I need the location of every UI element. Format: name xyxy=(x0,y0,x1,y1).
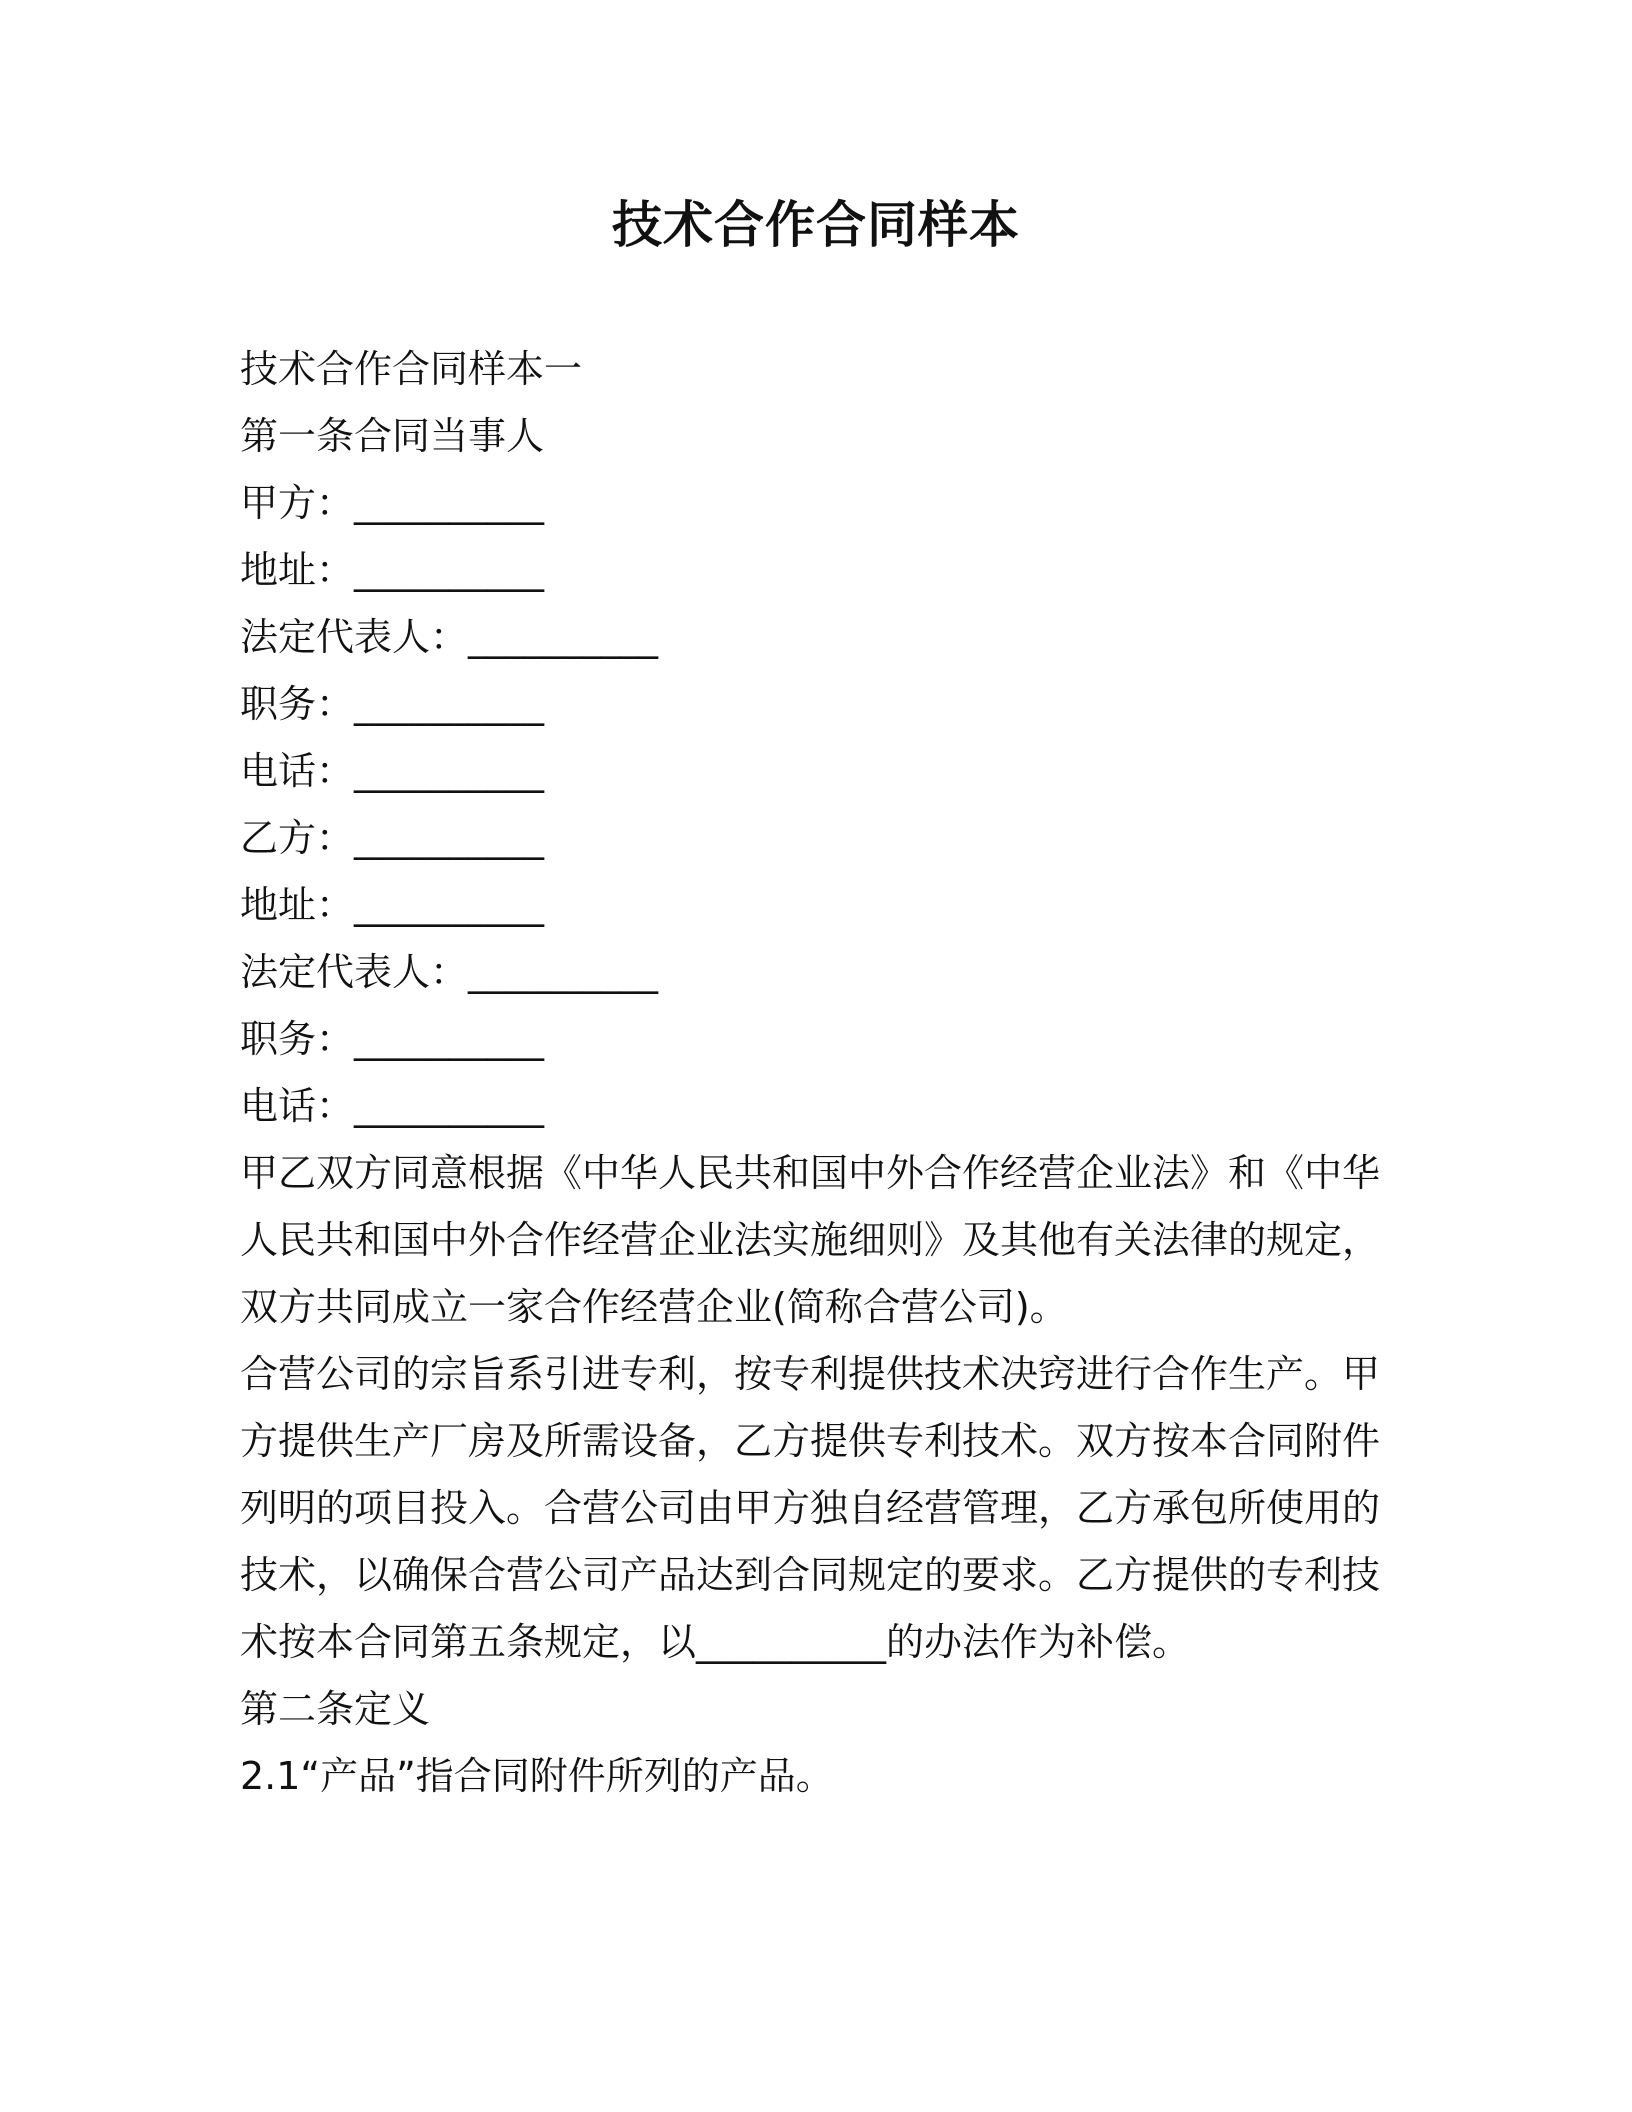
party-a-phone-field: 电话：__________ xyxy=(240,749,545,793)
paragraph-line: 合营公司的宗旨系引进专利，按专利提供技术决窍进行合作生产。甲 xyxy=(240,1352,1381,1396)
paragraph-line: 列明的项目投入。合营公司由甲方独自经营管理，乙方承包所使用的 xyxy=(240,1486,1381,1530)
party-a-legal-rep-field: 法定代表人：__________ xyxy=(240,615,659,659)
party-a-name-field: 甲方：__________ xyxy=(240,481,545,525)
paragraph-legal-basis xyxy=(240,1140,1381,1341)
paragraph-line: 术按本合同第五条规定，以__________的办法作为补偿。 xyxy=(240,1620,1191,1664)
party-a-position-field: 职务：__________ xyxy=(240,682,545,726)
paragraph-line: 方提供生产厂房及所需设备，乙方提供专利技术。双方按本合同附件 xyxy=(240,1419,1381,1463)
party-a-address-field: 地址：__________ xyxy=(240,548,545,592)
paragraph-line: 技术，以确保合营公司产品达到合同规定的要求。乙方提供的专利技 xyxy=(240,1553,1381,1597)
paragraph-purpose xyxy=(240,1341,1381,1676)
contract-subtitle: 技术合作合同样本一 xyxy=(240,347,583,391)
party-b-position-field: 职务：__________ xyxy=(240,1017,545,1061)
party-b-name-field: 乙方：__________ xyxy=(240,816,545,860)
article-2-heading: 第二条定义 xyxy=(240,1687,431,1731)
paragraph-line: 甲乙双方同意根据《中华人民共和国中外合作经营企业法》和《中华 xyxy=(240,1151,1381,1195)
document-title: 技术合作合同样本 xyxy=(612,196,1020,254)
paragraph-line: 人民共和国中外合作经营企业法实施细则》及其他有关法律的规定， xyxy=(240,1218,1381,1262)
party-b-phone-field: 电话：__________ xyxy=(240,1084,545,1128)
party-b-address-field: 地址：__________ xyxy=(240,883,545,927)
party-b-legal-rep-field: 法定代表人：__________ xyxy=(240,950,659,994)
document-body xyxy=(240,336,1381,1810)
clause-2-1: 2.1“产品”指合同附件所列的产品。 xyxy=(240,1754,834,1798)
paragraph-line: 双方共同成立一家合作经营企业(简称合营公司)。 xyxy=(240,1285,1068,1329)
article-1-heading: 第一条合同当事人 xyxy=(240,414,545,458)
